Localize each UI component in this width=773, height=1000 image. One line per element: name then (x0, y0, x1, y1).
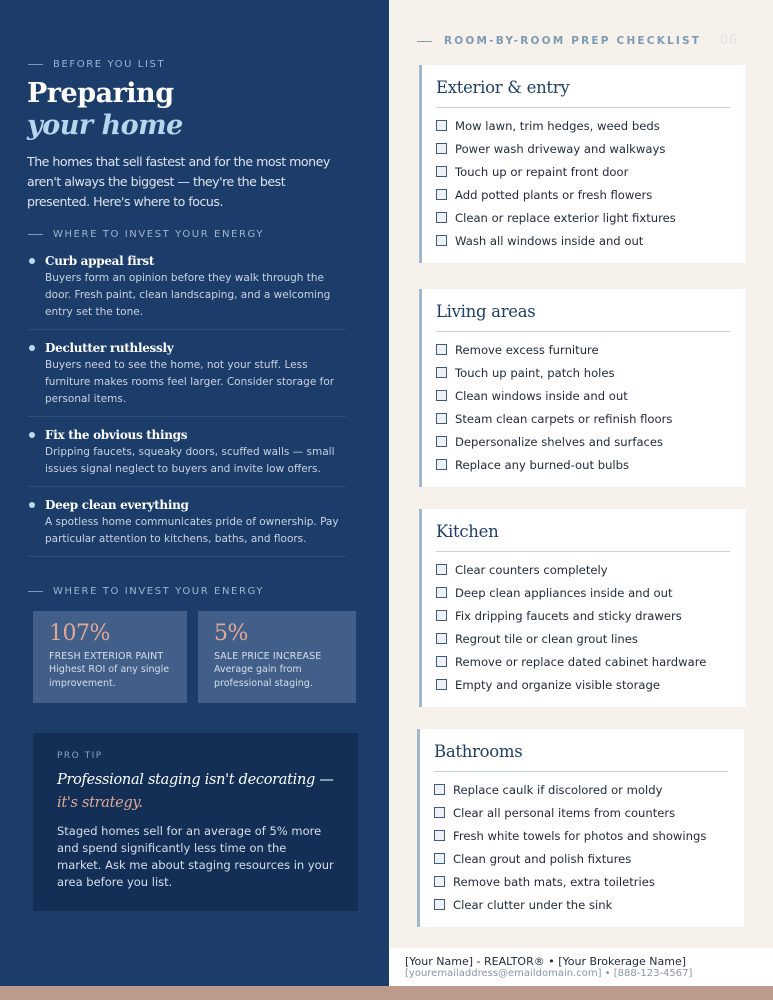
checklist-item-label: Touch up paint, patch holes (455, 365, 615, 380)
eyebrow-dash (28, 64, 43, 65)
checklist-item-label: Clear all personal items from counters (453, 805, 676, 820)
checklist-item[interactable] (436, 384, 730, 407)
checkbox-icon[interactable] (436, 436, 447, 447)
stat-description: Average gain from professional staging. (214, 664, 313, 689)
checklist-item-label: Deep clean appliances inside and out (455, 585, 673, 600)
checklist-item[interactable] (434, 801, 728, 824)
tip-item (28, 426, 346, 487)
checklist-card-living (419, 289, 746, 487)
bullet-dot-icon (29, 502, 35, 508)
footer-contact-line: [youremailaddress@emaildomain.com] • [888-123-4567] (405, 968, 693, 979)
pro-tip-box (33, 733, 358, 911)
checklist-item[interactable] (436, 114, 730, 137)
checklist-item[interactable] (436, 604, 730, 627)
checklist-item[interactable] (436, 581, 730, 604)
tips-list (28, 252, 346, 566)
checklist-item-label: Steam clean carpets or refinish floors (455, 411, 673, 426)
tip-item (28, 496, 346, 557)
stat-card-sale-price (198, 611, 356, 703)
checkbox-icon[interactable] (434, 876, 445, 887)
checkbox-icon[interactable] (436, 587, 447, 598)
pro-tip-body: Staged homes sell for an average of 5% more and spend significantly less time on the market. Ask me about staging resources in your area before you list. (57, 824, 334, 889)
title-line-2: your home (27, 110, 183, 141)
checklist-item[interactable] (434, 778, 728, 801)
checklist-item[interactable] (434, 824, 728, 847)
eyebrow-text: WHERE TO INVEST YOUR ENERGY (53, 229, 265, 240)
checkbox-icon[interactable] (436, 367, 447, 378)
checklist-item-label: Remove excess furniture (455, 342, 599, 357)
checklist-item-label: Regrout tile or clean grout lines (455, 631, 638, 646)
checkbox-icon[interactable] (436, 143, 447, 154)
tip-description: Buyers need to see the home, not your stuff. Less furniture makes rooms feel larger. Consider storage for personal items. (45, 359, 335, 405)
checklist-item-label: Remove or replace dated cabinet hardware (455, 654, 707, 669)
checkbox-icon[interactable] (436, 610, 447, 621)
checklist-item-label: Clean windows inside and out (455, 388, 628, 403)
tip-title: Curb appeal first (45, 254, 155, 268)
checklist-item[interactable] (434, 870, 728, 893)
checklist-title: Living areas (436, 301, 730, 332)
checklist-item-label: Power wash driveway and walkways (455, 141, 666, 156)
checkbox-icon[interactable] (436, 633, 447, 644)
tip-description: Buyers form an opinion before they walk through the door. Fresh paint, clean landscaping, and a welcoming entry set the tone. (45, 272, 331, 318)
eyebrow-invest-energy (28, 229, 264, 240)
checklist-item[interactable] (434, 893, 728, 916)
checklist-item-label: Depersonalize shelves and surfaces (455, 434, 664, 449)
checkbox-icon[interactable] (434, 784, 445, 795)
eyebrow-text: WHERE TO INVEST YOUR ENERGY (53, 586, 265, 597)
eyebrow-dash (28, 591, 43, 592)
checkbox-icon[interactable] (436, 120, 447, 131)
checklist-item-label: Replace any burned-out bulbs (455, 457, 630, 472)
footer-name-line: [Your Name] - REALTOR® • [Your Brokerage Name] (405, 955, 687, 968)
checklist-item[interactable] (436, 650, 730, 673)
eyebrow-before-you-list (28, 59, 165, 70)
left-panel (0, 0, 389, 986)
checklist-item-label: Remove bath mats, extra toiletries (453, 874, 655, 889)
checklist-item[interactable] (436, 558, 730, 581)
checklist-card-kitchen (419, 509, 746, 707)
checkbox-icon[interactable] (436, 413, 447, 424)
checklist-item[interactable] (436, 206, 730, 229)
checkbox-icon[interactable] (436, 189, 447, 200)
checkbox-icon[interactable] (436, 166, 447, 177)
checkbox-icon[interactable] (434, 807, 445, 818)
checklist-item-label: Fresh white towels for photos and showings (453, 828, 707, 843)
eyebrow-stats (28, 586, 264, 597)
page-title (27, 78, 183, 142)
checklist-item[interactable] (436, 183, 730, 206)
checklist-item-label: Add potted plants or fresh flowers (455, 187, 653, 202)
checkbox-icon[interactable] (436, 656, 447, 667)
checklist-title: Exterior & entry (436, 77, 730, 108)
checklist-item[interactable] (436, 160, 730, 183)
eyebrow-text: ROOM-BY-ROOM PREP CHECKLIST (444, 35, 702, 47)
eyebrow-text: BEFORE YOU LIST (53, 59, 166, 70)
checkbox-icon[interactable] (434, 899, 445, 910)
checkbox-icon[interactable] (436, 390, 447, 401)
checklist-item[interactable] (436, 361, 730, 384)
pro-tip-quote-accent: it's strategy. (57, 795, 143, 811)
checklist-item[interactable] (436, 338, 730, 361)
pro-tip-quote-main: Professional staging isn't decorating — (57, 772, 334, 788)
checklist-item-label: Clear clutter under the sink (453, 897, 613, 912)
checkbox-icon[interactable] (436, 235, 447, 246)
checklist-item[interactable] (436, 453, 730, 476)
checkbox-icon[interactable] (436, 344, 447, 355)
checklist-item-label: Mow lawn, trim hedges, weed beds (455, 118, 660, 133)
checklist-item-label: Clean or replace exterior light fixtures (455, 210, 676, 225)
checklist-card-bathrooms (417, 729, 744, 927)
checklist-items (436, 114, 730, 252)
checklist-item[interactable] (436, 137, 730, 160)
stat-number: 107% (49, 621, 110, 646)
stat-card-exterior-paint (33, 611, 187, 703)
stat-label: SALE PRICE INCREASE (214, 651, 322, 662)
stat-number: 5% (214, 621, 248, 646)
tip-title: Deep clean everything (45, 498, 189, 512)
checklist-items (436, 338, 730, 476)
checklist-item-label: Clean grout and polish fixtures (453, 851, 632, 866)
tip-title: Declutter ruthlessly (45, 341, 174, 355)
checkbox-icon[interactable] (436, 564, 447, 575)
checklist-item[interactable] (436, 430, 730, 453)
checklist-item[interactable] (436, 627, 730, 650)
stat-description: Highest ROI of any single improvement. (49, 664, 170, 689)
checklist-item-label: Empty and organize visible storage (455, 677, 660, 692)
eyebrow-dash (28, 234, 43, 235)
page-number: 06 (720, 33, 738, 48)
checkbox-icon[interactable] (434, 853, 445, 864)
checklist-title: Kitchen (436, 521, 730, 552)
pro-tip-label: PRO TIP (57, 751, 103, 761)
title-line-1: Preparing (27, 78, 174, 109)
checklist-item[interactable] (436, 407, 730, 430)
checklist-title: Bathrooms (434, 741, 728, 772)
checklist-item-label: Fix dripping faucets and sticky drawers (455, 608, 682, 623)
eyebrow-dash (417, 41, 432, 42)
bullet-dot-icon (29, 432, 35, 438)
checkbox-icon[interactable] (436, 212, 447, 223)
checkbox-icon[interactable] (436, 459, 447, 470)
checklist-item-label: Wash all windows inside and out (455, 233, 644, 248)
checklist-item[interactable] (436, 229, 730, 252)
checklist-item[interactable] (434, 847, 728, 870)
checkbox-icon[interactable] (434, 830, 445, 841)
tip-item (28, 252, 346, 330)
bottom-accent-bar (0, 986, 773, 1000)
bullet-dot-icon (29, 345, 35, 351)
checklist-item[interactable] (436, 673, 730, 696)
tip-item (28, 339, 346, 417)
checklist-card-exterior (419, 65, 746, 263)
checklist-item-label: Clear counters completely (455, 562, 608, 577)
intro-text: The homes that sell fastest and for the most money aren't always the biggest — they're the best presented. Here's where to focus. (27, 154, 330, 209)
checklist-item-label: Touch up or repaint front door (455, 164, 629, 179)
tip-title: Fix the obvious things (45, 428, 188, 442)
checklist-item-label: Replace caulk if discolored or moldy (453, 782, 663, 797)
checklist-items (434, 778, 728, 916)
checkbox-icon[interactable] (436, 679, 447, 690)
checklist-items (436, 558, 730, 696)
tip-description: Dripping faucets, squeaky doors, scuffed walls — small issues signal neglect to buyers and invite low offers. (45, 446, 335, 475)
checklist-eyebrow (417, 35, 701, 47)
pro-tip-quote (57, 769, 334, 815)
stat-label: FRESH EXTERIOR PAINT (49, 651, 164, 662)
tip-description: A spotless home communicates pride of ownership. Pay particular attention to kitchens, baths, and floors. (45, 516, 339, 545)
bullet-dot-icon (29, 258, 35, 264)
